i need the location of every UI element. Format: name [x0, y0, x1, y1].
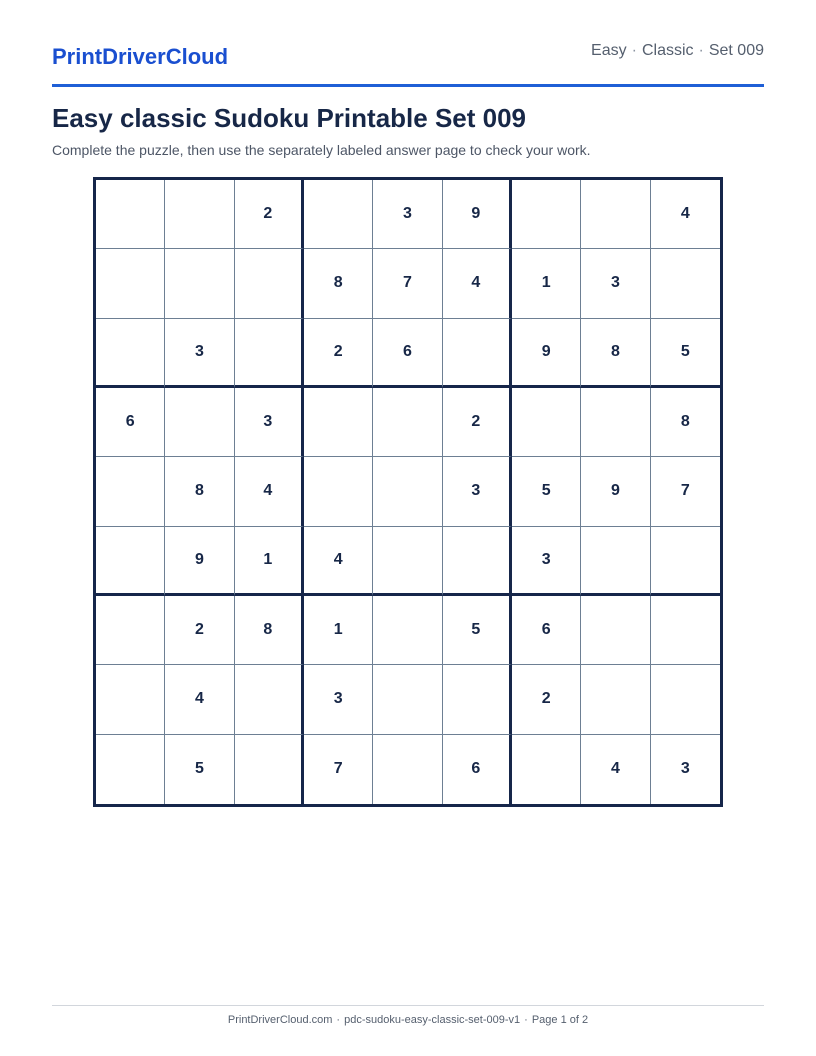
sudoku-cell-r2c8[interactable]: 3 [581, 249, 650, 318]
difficulty-label: Easy [591, 42, 627, 59]
footer-site: PrintDriverCloud.com [227, 1014, 333, 1026]
sudoku-cell-r1c6[interactable]: 9 [443, 180, 512, 249]
sudoku-cell-r3c7[interactable]: 9 [512, 319, 581, 388]
sudoku-cell-r6c7[interactable]: 3 [512, 527, 581, 596]
sudoku-cell-r2c3[interactable] [235, 249, 304, 318]
sudoku-cell-r1c1[interactable] [96, 180, 165, 249]
sudoku-cell-r8c6[interactable] [443, 665, 512, 734]
sudoku-cell-r7c1[interactable] [96, 596, 165, 665]
sudoku-cell-r6c9[interactable] [651, 527, 720, 596]
sudoku-cell-r7c4[interactable]: 1 [304, 596, 373, 665]
page-subtitle: Complete the puzzle, then use the separately labeled answer page to check your work. [52, 142, 591, 158]
sudoku-cell-r8c5[interactable] [373, 665, 442, 734]
brand-logo-text[interactable]: PrintDriverCloud [52, 44, 229, 69]
sudoku-cell-r1c5[interactable]: 3 [373, 180, 442, 249]
footer-separator: · [524, 1014, 528, 1026]
sudoku-cell-r7c6[interactable]: 5 [443, 596, 512, 665]
sudoku-cell-r8c2[interactable]: 4 [165, 665, 234, 734]
sudoku-cell-r1c2[interactable] [165, 180, 234, 249]
sudoku-cell-r3c4[interactable]: 2 [304, 319, 373, 388]
sudoku-cell-r3c3[interactable] [235, 319, 304, 388]
sudoku-cell-r3c9[interactable]: 5 [651, 319, 720, 388]
sudoku-cell-r5c7[interactable]: 5 [512, 457, 581, 526]
sudoku-cell-r6c8[interactable] [581, 527, 650, 596]
sudoku-cell-r7c7[interactable]: 6 [512, 596, 581, 665]
page-header [52, 38, 764, 87]
sudoku-cell-r2c7[interactable]: 1 [512, 249, 581, 318]
sudoku-cell-r6c4[interactable]: 4 [304, 527, 373, 596]
sudoku-cell-r6c1[interactable] [96, 527, 165, 596]
sudoku-cell-r6c2[interactable]: 9 [165, 527, 234, 596]
set-label: Set 009 [708, 42, 764, 59]
sudoku-cell-r2c4[interactable]: 8 [304, 249, 373, 318]
sudoku-cell-r8c1[interactable] [96, 665, 165, 734]
sudoku-cell-r4c1[interactable]: 6 [96, 388, 165, 457]
sudoku-cell-r5c3[interactable]: 4 [235, 457, 304, 526]
sudoku-cell-r7c9[interactable] [651, 596, 720, 665]
sudoku-cell-r4c6[interactable]: 2 [443, 388, 512, 457]
sudoku-cell-r3c5[interactable]: 6 [373, 319, 442, 388]
sudoku-cell-r4c8[interactable] [581, 388, 650, 457]
sudoku-cell-r8c7[interactable]: 2 [512, 665, 581, 734]
sudoku-cell-r1c7[interactable] [512, 180, 581, 249]
sudoku-cell-r9c7[interactable] [512, 735, 581, 804]
sudoku-cell-r9c9[interactable]: 3 [680, 760, 690, 778]
sudoku-cell-r5c1[interactable] [96, 457, 165, 526]
sudoku-cell-r5c2[interactable]: 8 [165, 457, 234, 526]
sudoku-cell-r4c3[interactable]: 3 [235, 388, 304, 457]
sudoku-cell-r9c2[interactable]: 5 [165, 735, 234, 804]
sudoku-cell-r8c3[interactable] [235, 665, 304, 734]
sudoku-cell-r9c6[interactable]: 6 [443, 735, 512, 804]
sudoku-cell-r1c4[interactable] [304, 180, 373, 249]
sudoku-cell-r9c5[interactable] [373, 735, 442, 804]
sudoku-cell-r9c3[interactable] [235, 735, 304, 804]
sudoku-cell-r1c8[interactable] [581, 180, 650, 249]
sudoku-cell-r2c2[interactable] [165, 249, 234, 318]
sudoku-cell-r8c4[interactable]: 3 [304, 665, 373, 734]
sudoku-cell-r6c3[interactable]: 1 [235, 527, 304, 596]
sudoku-cell-r7c2[interactable]: 2 [165, 596, 234, 665]
sudoku-cell-r2c1[interactable] [96, 249, 165, 318]
sudoku-cell-r1c9[interactable]: 4 [651, 180, 720, 249]
sudoku-cell-r4c7[interactable] [512, 388, 581, 457]
sudoku-cell-r7c8[interactable] [581, 596, 650, 665]
sudoku-cell-r2c5[interactable]: 7 [373, 249, 442, 318]
sudoku-cell-r4c5[interactable] [373, 388, 442, 457]
sudoku-cell-r5c6[interactable]: 3 [443, 457, 512, 526]
footer-doc-id: pdc-sudoku-easy-classic-set-009-v1 [344, 1014, 521, 1026]
sudoku-cell-r6c5[interactable] [373, 527, 442, 596]
sudoku-cell-r3c2[interactable]: 3 [165, 319, 234, 388]
meta-separator: · [631, 42, 637, 59]
page-footer [52, 1014, 764, 1026]
sudoku-cell-r7c5[interactable] [373, 596, 442, 665]
variant-label: Classic [641, 42, 694, 59]
sudoku-cell-r3c6[interactable] [443, 319, 512, 388]
sudoku-cell-r2c9[interactable] [651, 249, 720, 318]
header-meta [591, 42, 764, 60]
sudoku-cell-r7c3[interactable]: 8 [235, 596, 304, 665]
page-title: Easy classic Sudoku Printable Set 009 [52, 103, 527, 133]
sudoku-cell-r2c6[interactable]: 4 [443, 249, 512, 318]
sudoku-cell-r4c9[interactable]: 8 [651, 388, 720, 457]
sudoku-cell-r5c9[interactable]: 7 [651, 457, 720, 526]
footer-page-number: Page 1 of 2 [531, 1014, 589, 1026]
sudoku-cell-r9c4[interactable]: 7 [304, 735, 373, 804]
footer-divider [52, 1005, 764, 1006]
sudoku-cell-r3c8[interactable]: 8 [581, 319, 650, 388]
sudoku-cell-r1c3[interactable]: 2 [235, 180, 304, 249]
sudoku-cell-r9c1[interactable] [96, 735, 165, 804]
sudoku-cell-r8c9[interactable] [651, 665, 720, 734]
sudoku-cell-r9c8[interactable]: 4 [581, 735, 650, 804]
sudoku-grid [93, 177, 723, 807]
meta-separator: · [698, 42, 704, 59]
sudoku-cell-r4c4[interactable] [304, 388, 373, 457]
sudoku-cell-r5c4[interactable] [304, 457, 373, 526]
footer-separator: · [336, 1014, 341, 1026]
sudoku-cell-r6c6[interactable] [443, 527, 512, 596]
sudoku-cell-r8c8[interactable] [581, 665, 650, 734]
sudoku-cell-r4c2[interactable] [165, 388, 234, 457]
sudoku-cell-r5c8[interactable]: 9 [581, 457, 650, 526]
sudoku-cell-r5c5[interactable] [373, 457, 442, 526]
sudoku-cell-r3c1[interactable] [96, 319, 165, 388]
